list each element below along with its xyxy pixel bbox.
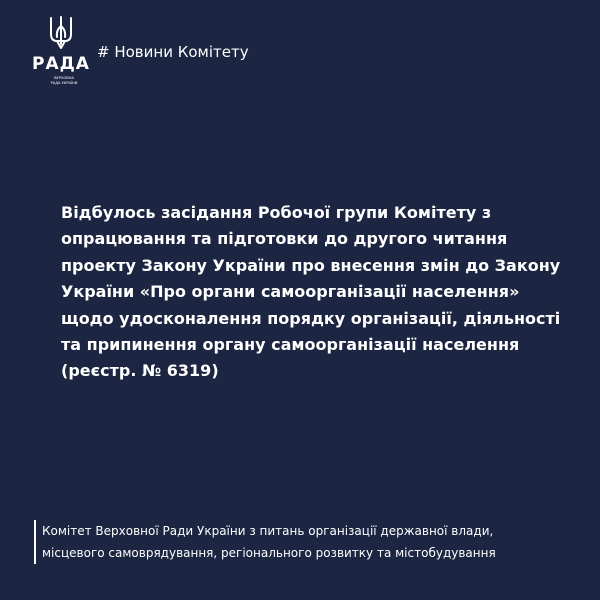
news-hashtag: # Новини Комітету [97, 43, 249, 61]
rada-logo [26, 14, 98, 96]
committee-footer [34, 520, 594, 564]
logo-subtitle: ВЕРХОВНА РАДА УКРАЇНИ [50, 76, 78, 85]
logo-wordmark: РАДА [32, 54, 90, 74]
headline-text: Відбулось засідання Робочої групи Комітету з опрацювання та підготовки до другого читання проекту Закону України про внесення змін до Закону України «Про органи самоорганізації населення» щодо удосконалення порядку організації, діяльності та припинення органу самоорганізації населення (реєстр. № 6319) [61, 203, 561, 381]
footer-line-1: Комітет Верховної Ради України з питань організації державної влади, [42, 524, 494, 538]
trident-icon [48, 16, 74, 50]
footer-line-2: місцевого самоврядування, регіонального розвитку та містобудування [42, 546, 496, 560]
